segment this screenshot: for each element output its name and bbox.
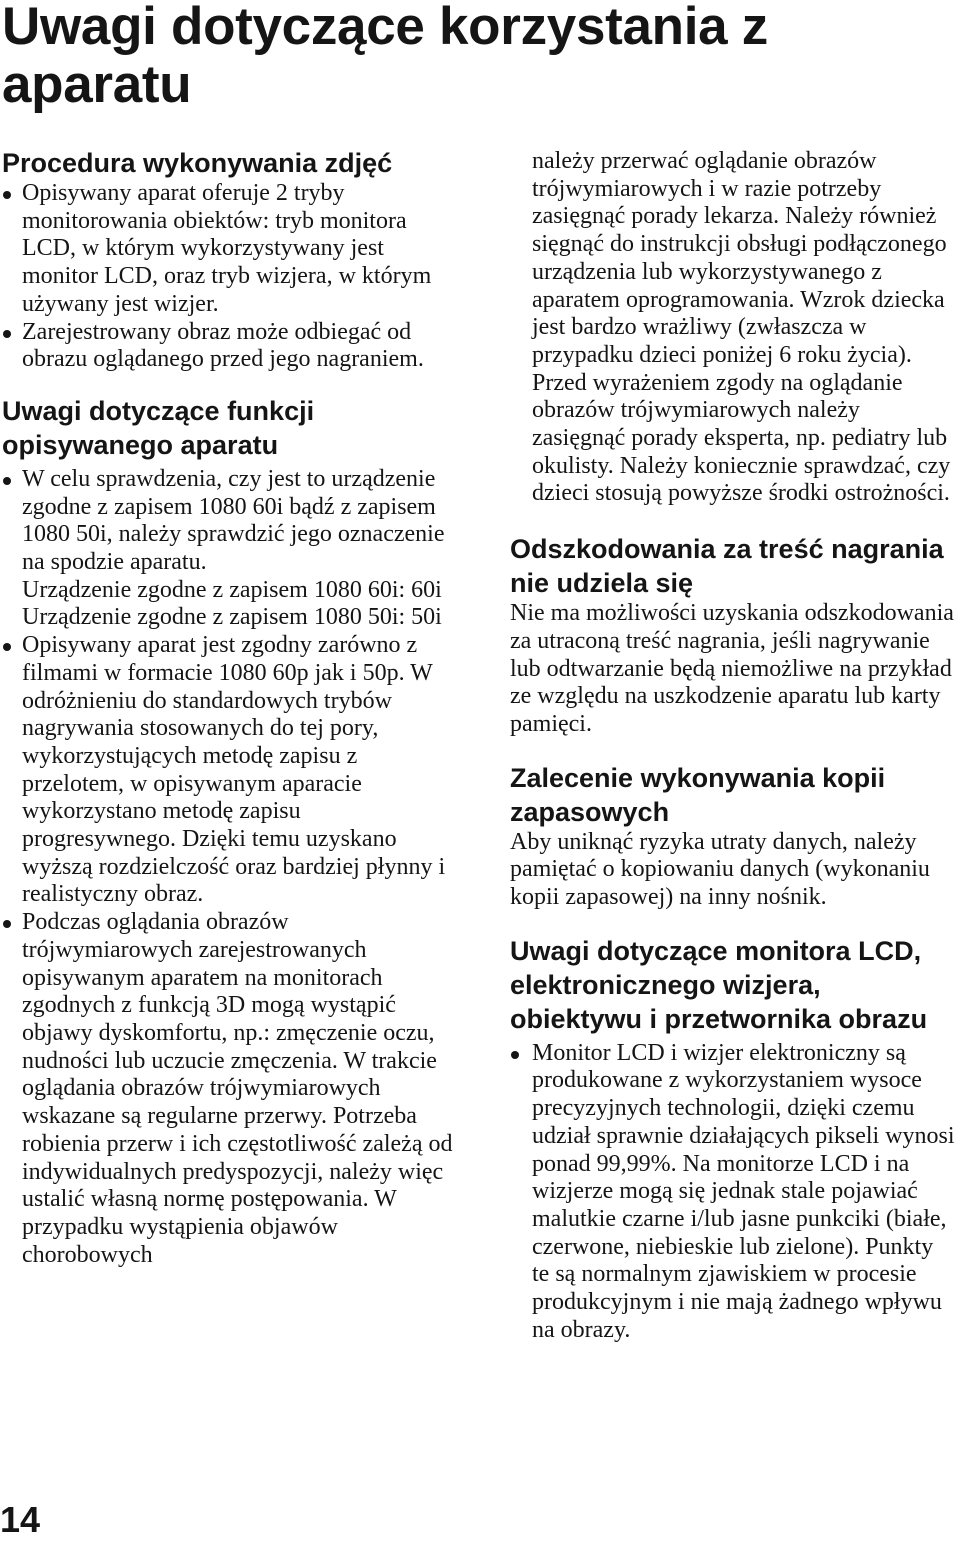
funkcje-bullet-list — [2, 466, 454, 1269]
left-column — [2, 146, 454, 1269]
procedura-bullet-list — [2, 180, 454, 374]
monitor-bullet-list — [510, 1040, 955, 1345]
bullet-subline: Urządzenie zgodne z zapisem 1080 50i: 50i — [22, 604, 442, 631]
section-heading-funkcje: Uwagi dotyczące funkcji opisywanego aparatu — [2, 395, 315, 460]
bullet-item: Podczas oglądania obrazów trójwymiarowych zarejestrowanych opisywanym aparatem na monitorach zgodnych z funkcją 3D mogą wystąpić objawy dyskomfortu, np.: zmęczenie oczu, nudności lub uczucie zmęczenia. W trakcie oglądania obrazów trójwymiarowych wskazane są regularne przerwy. Potrzeba robienia przerw i ich częstotliwość zależą od indywidualnych predyspozycji, należy więc ustalić własną normę postępowania. W przypadku wystąpienia objawów chorobowych — [2, 909, 454, 1269]
section-heading-kopie: Zalecenie wykonywania kopii zapasowych — [510, 762, 886, 827]
odszkodowania-text: Nie ma możliwości uzyskania odszkodowania za utraconą treść nagrania, jeśli nagrywanie lub odtwarzanie będą niemożliwe na przykład ze względu na uszkodzenie aparatu lub karty pamięci. — [510, 600, 954, 737]
bullet-item: Opisywany aparat oferuje 2 tryby monitorowania obiektów: tryb monitora LCD, w którym wykorzystywany jest monitor LCD, oraz tryb wizjera, w którym używany jest wizjer. — [2, 180, 454, 319]
right-column — [510, 148, 955, 1345]
bullet-text: W celu sprawdzenia, czy jest to urządzenie zgodne z zapisem 1080 60i bądź z zapisem 1080 50i, należy sprawdzić jego oznaczenie na spodzie aparatu. — [22, 465, 445, 576]
bullet-subline: Urządzenie zgodne z zapisem 1080 60i: 60i — [22, 576, 442, 603]
bullet-item: Monitor LCD i wizjer elektroniczny są produkowane z wykorzystaniem wysoce precyzyjnych technologii, dzięki czemu udział sprawnie działających pikseli wynosi ponad 99,99%. Na monitorze LCD i na wizjerze mogą się jednak stale pojawiać malutkie czarne i/lub jasne punkciki (białe, czerwone, niebieskie lub zielone). Punkty te są normalnym zjawiskiem w procesie produkcyjnym i nie mają żadnego wpływu na obrazy. — [510, 1040, 955, 1345]
continued-paragraph: należy przerwać oglądanie obrazów trójwymiarowych i w razie potrzeby zasięgnąć porady lekarza. Należy również sięgnąć do instrukcji obsługi podłączonego urządzenia lub wykorzystywanego z aparatem oprogramowania. Wzrok dziecka jest bardzo wrażliwy (zwłaszcza w przypadku dzieci poniżej 6 roku życia). Przed wyrażeniem zgody na oglądanie obrazów trójwymiarowych należy zasięgnąć porady eksperta, np. pediatry lub okulisty. Należy koniecznie sprawdzać, czy dzieci stosują powyższe środki ostrożności. — [532, 148, 951, 507]
kopie-text: Aby uniknąć ryzyka utraty danych, należy pamiętać o kopiowaniu danych (wykonaniu kopii zapasowej) na inny nośnik. — [510, 828, 930, 911]
bullet-item — [2, 466, 454, 632]
bullet-item: Opisywany aparat jest zgodny zarówno z filmami w formacie 1080 60p jak i 50p. W odróżnieniu do standardowych trybów nagrywania stosowanych do tej pory, wykorzystujących metodę zapisu z przelotem, w opisywanym aparacie wykorzystano metodę zapisu progresywnego. Dzięki temu uzyskano wyższą rozdzielczość oraz bardziej płynny i realistyczny obraz. — [2, 632, 454, 909]
section-heading-monitor: Uwagi dotyczące monitora LCD, elektronicznego wizjera, obiektywu i przetwornika obrazu — [510, 935, 928, 1034]
page-number: 14 — [0, 1499, 41, 1540]
section-heading-procedura: Procedura wykonywania zdjęć — [2, 148, 393, 178]
section-heading-odszkodowania: Odszkodowania za treść nagrania nie udziela się — [510, 534, 944, 599]
bullet-item: Zarejestrowany obraz może odbiegać od obrazu oglądanego przed jego nagraniem. — [2, 319, 454, 374]
page-title: Uwagi dotyczące korzystania z aparatu — [2, 0, 768, 114]
